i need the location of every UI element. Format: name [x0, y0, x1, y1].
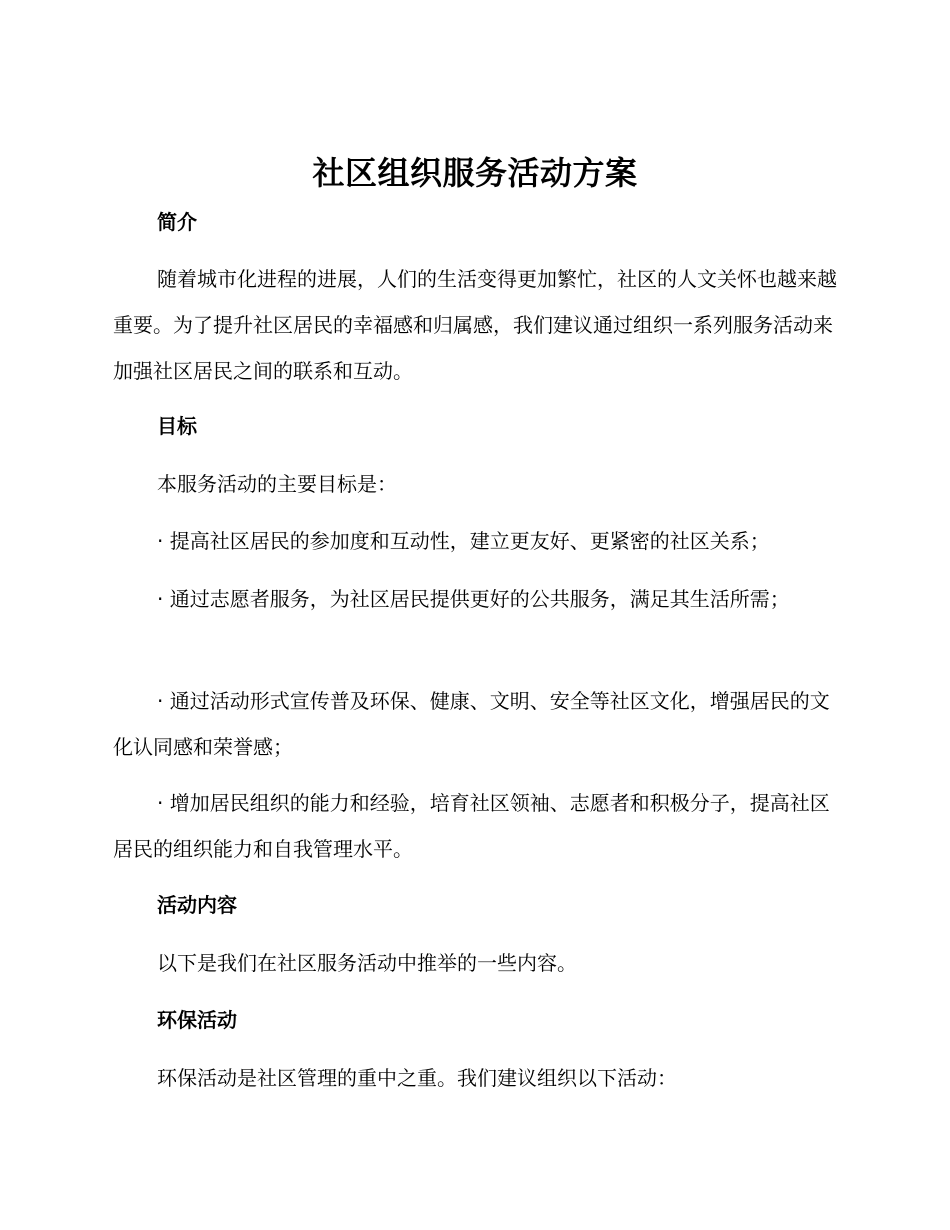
intro-paragraph: 随着城市化进程的进展，人们的生活变得更加繁忙，社区的人文关怀也越来越重要。为了提升社区居民的幸福感和归属感，我们建议通过组织一系列服务活动来加强社区居民之间的联系和互动。 — [113, 267, 837, 383]
goal-item: · 通过志愿者服务，为社区居民提供更好的公共服务，满足其生活所需； — [157, 587, 790, 611]
section-heading-intro: 简介 — [157, 210, 197, 234]
environment-paragraph: 环保活动是社区管理的重中之重。我们建议组织以下活动： — [157, 1066, 677, 1090]
document-title: 社区组织服务活动方案 — [312, 154, 638, 192]
goals-intro-paragraph: 本服务活动的主要目标是： — [157, 472, 397, 496]
section-heading-activities: 活动内容 — [157, 893, 237, 917]
goal-item: · 提高社区居民的参加度和互动性，建立更友好、更紧密的社区关系； — [157, 529, 770, 553]
activities-paragraph: 以下是我们在社区服务活动中推举的一些内容。 — [157, 951, 577, 975]
section-heading-goals: 目标 — [157, 414, 197, 438]
section-heading-environment: 环保活动 — [157, 1008, 237, 1032]
goal-item: · 通过活动形式宣传普及环保、健康、文明、安全等社区文化，增强居民的文化认同感和荣誉感； — [113, 689, 830, 759]
goal-item: · 增加居民组织的能力和经验，培育社区领袖、志愿者和积极分子，提高社区居民的组织能力和自我管理水平。 — [113, 791, 830, 861]
